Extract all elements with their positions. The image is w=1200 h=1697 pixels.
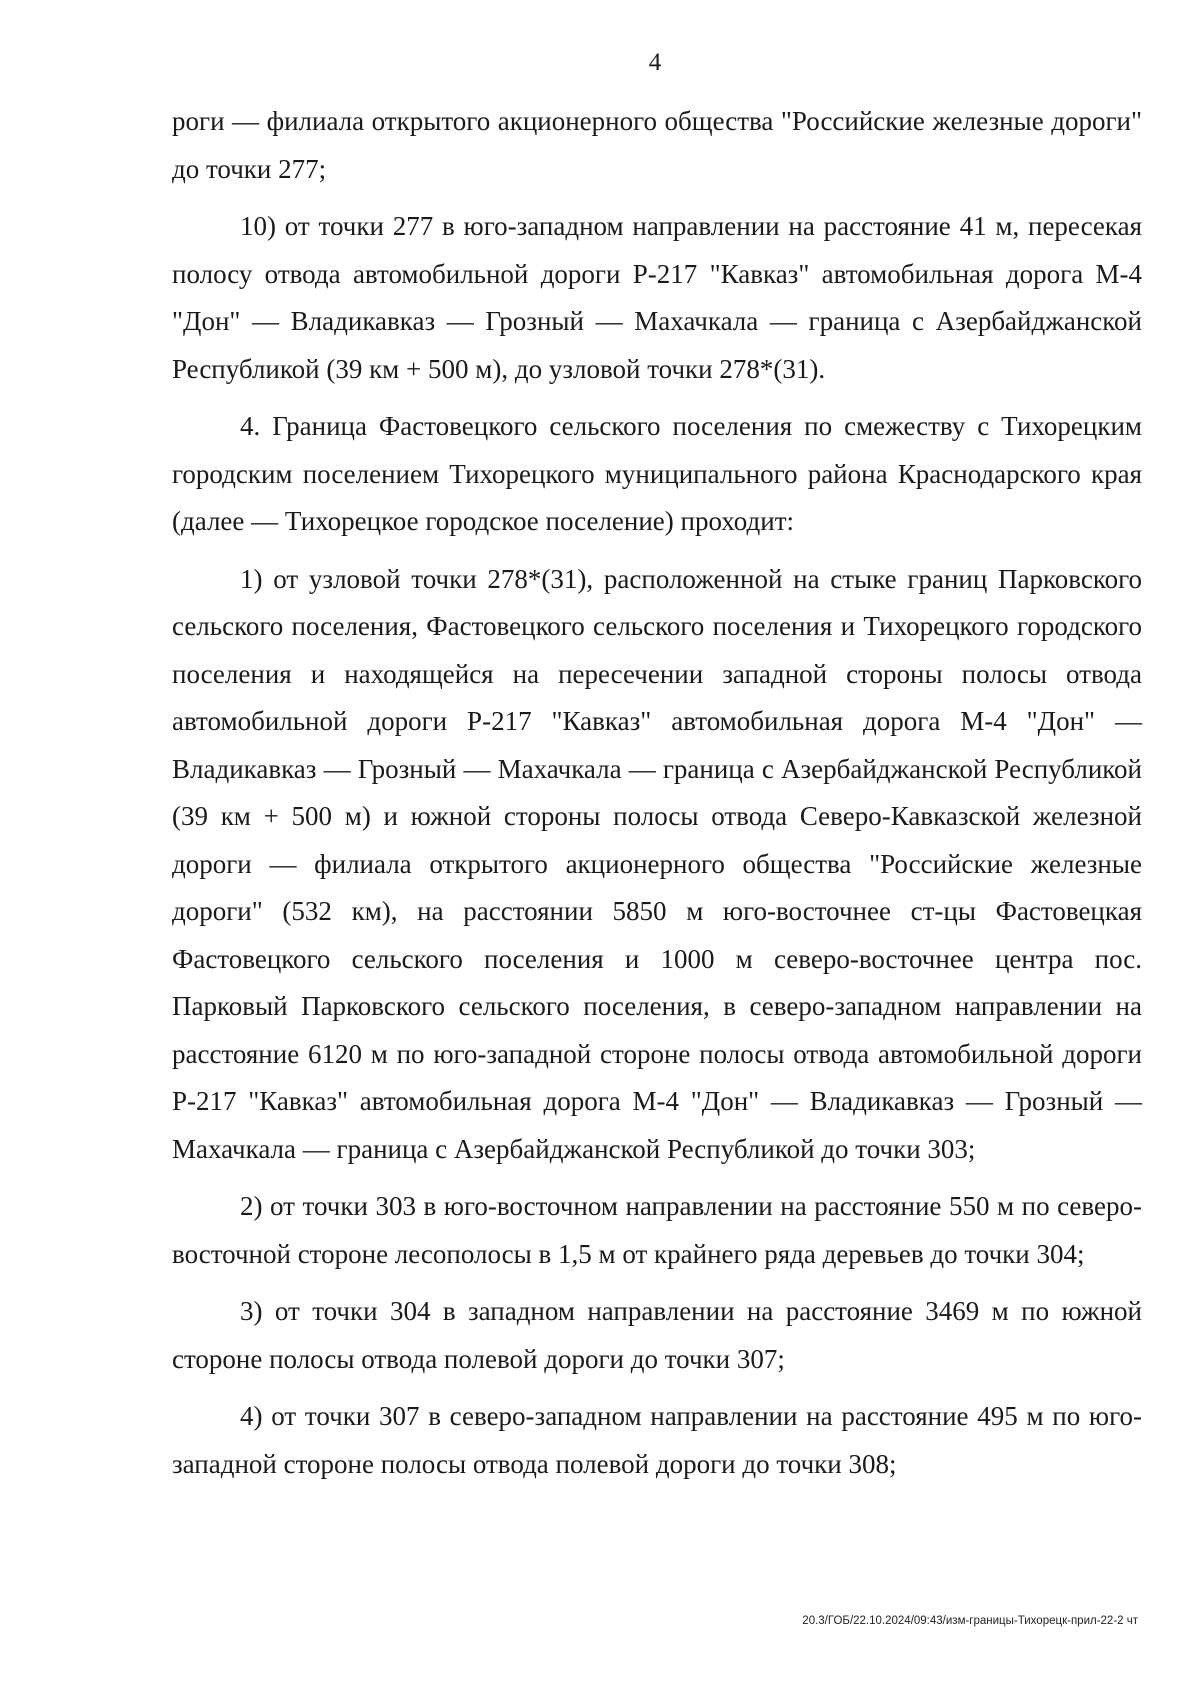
paragraph-continuation: роги — филиала открытого акционерного общества "Российские железные дороги" до точки 277; xyxy=(172,106,1142,184)
paragraph-item-2: 2) от точки 303 в юго-восточном направлении на расстояние 550 м по северо-восточной стороне лесополосы в 1,5 м от крайнего ряда деревьев до точки 304; xyxy=(172,1191,1142,1269)
page-number: 4 xyxy=(648,49,662,76)
paragraph-item-3: 3) от точки 304 в западном направлении на расстояние 3469 м по южной стороне полосы отвода полевой дороги до точки 307; xyxy=(172,1296,1142,1374)
document-body xyxy=(172,98,1142,1498)
paragraph-item-10: 10) от точки 277 в юго-западном направлении на расстояние 41 м, пересекая полосу отвода автомобильной дороги Р-217 "Кавказ" автомобильная дорога М-4 "Дон" — Владикавказ — Грозный — Махачкала — граница с Азербайджанской Республикой (39 км + 500 м), до узловой точки 278*(31). xyxy=(172,211,1142,384)
document-footer-code: 20.3/ГОБ/22.10.2024/09:43/изм-границы-Тихорецк-прил-22-2 чт xyxy=(802,1615,1138,1627)
paragraph-item-4: 4) от точки 307 в северо-западном направлении на расстояние 495 м по юго-западной стороне полосы отвода полевой дороги до точки 308; xyxy=(172,1401,1142,1479)
paragraph-section-4: 4. Граница Фастовецкого сельского поселения по смежеству с Тихорецким городским поселением Тихорецкого муниципального района Краснодарского края (далее — Тихорецкое городское поселение) проходит: xyxy=(172,411,1142,536)
paragraph-item-1: 1) от узловой точки 278*(31), расположенной на стыке границ Парковского сельского поселения, Фастовецкого сельского поселения и Тихорецкого городского поселения и находящейся на пересечении западной стороны полосы отвода автомобильной дороги Р-217 "Кавказ" автомобильная дорога М-4 "Дон" — Владикавказ — Грозный — Махачкала — граница с Азербайджанской Республикой (39 км + 500 м) и южной стороны полосы отвода Северо-Кавказской железной дороги — филиала открытого акционерного общества "Российские железные дороги" (532 км), на расстоянии 5850 м юго-восточнее ст-цы Фастовецкая Фастовецкого сельского поселения и 1000 м северо-восточнее центра пос. Парковый Парковского сельского поселения, в северо-западном направлении на расстояние 6120 м по юго-западной стороне полосы отвода автомобильной дороги Р-217 "Кавказ" автомобильная дорога М-4 "Дон" — Владикавказ — Грозный — Махачкала — граница с Азербайджанской Республикой до точки 303; xyxy=(172,563,1142,1164)
